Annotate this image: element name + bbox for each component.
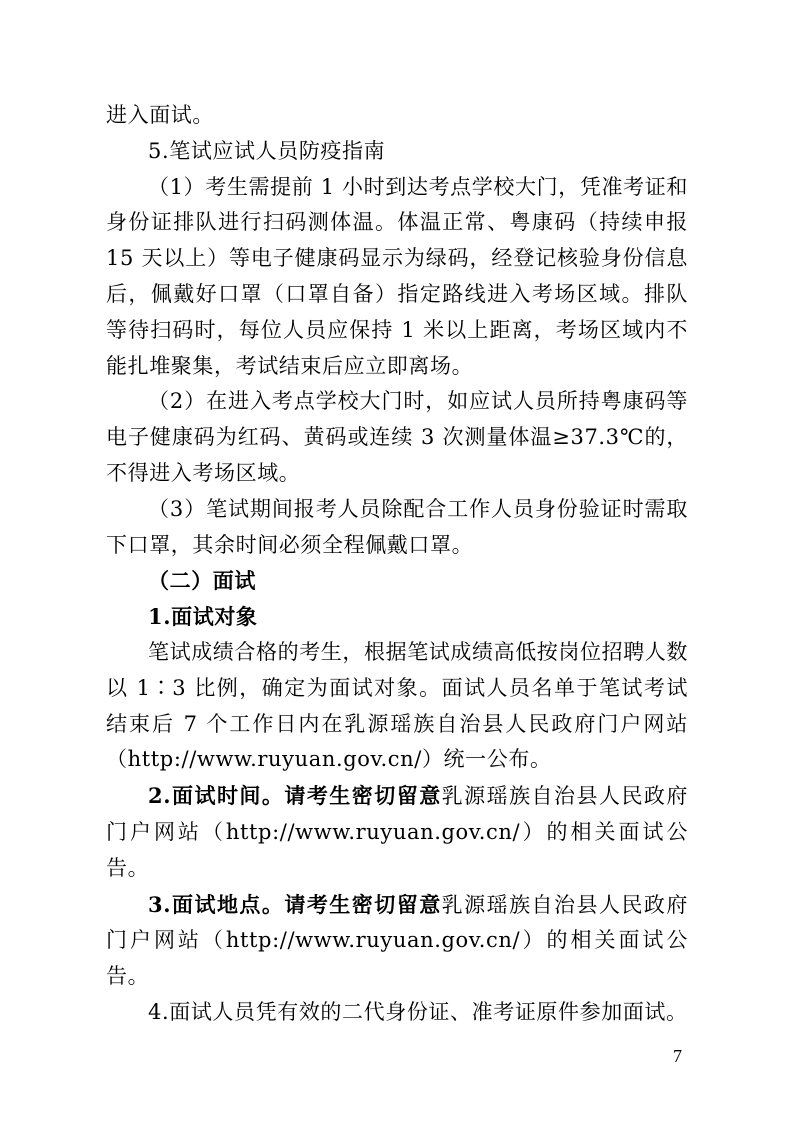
paragraph-continuation: 进入面试。 [106,103,214,127]
document-body [106,98,688,1031]
interview-time-text: 乳源瑶族自治县人民政府门户网站（http://www.ruyuan.gov.cn/）的相关面试公告。 [106,784,688,880]
interview-location-text: 乳源瑶族自治县人民政府门户网站（http://www.ruyuan.gov.cn/）的相关面试公告。 [106,892,688,989]
item-5-2-paragraph: （2）在进入考点学校大门时，如应试人员所持粤康码等电子健康码为红码、黄码或连续 3 次测量体温≥37.3℃的，不得进入考场区域。 [106,389,688,485]
item-5-1-paragraph: （1）考生需提前 1 小时到达考点学校大门，凭准考证和身份证排队进行扫码测体温。体温正常、粤康码（持续申报 15 天以上）等电子健康码显示为绿码，经登记核验身份信息后，佩戴好口罩（口罩自备）指定路线进入考场区域。排队等待扫码时，每位人员应保持 1 米以上距离，考场区域内不能扎堆聚集，考试结束后应立即离场。 [106,174,688,378]
interview-target-paragraph: 笔试成绩合格的考生，根据笔试成绩高低按岗位招聘人数以 1∶3 比例，确定为面试对象。面试人员名单于笔试考试结束后 7 个工作日内在乳源瑶族自治县人民政府门户网站（http://www.ruyuan.gov.cn/）统一公布。 [106,639,688,772]
interview-time-label: 2.面试时间。请考生密切留意 [148,783,442,809]
interview-time-paragraph [106,778,688,886]
item-5-3-paragraph: （3）笔试期间报考人员除配合工作人员身份验证时需取下口罩，其余时间必须全程佩戴口罩。 [106,496,688,557]
interview-location-paragraph [106,887,688,995]
section-heading-interview: （二）面试 [148,568,256,594]
page-number: 7 [673,1046,682,1066]
interview-id-requirement-paragraph: 4.面试人员凭有效的二代身份证、准考证原件参加面试。 [148,999,688,1024]
item-5-heading: 5.笔试应试人员防疫指南 [148,138,386,163]
interview-target-heading: 1.面试对象 [148,604,258,630]
interview-location-label: 3.面试地点。请考生密切留意 [148,891,442,917]
